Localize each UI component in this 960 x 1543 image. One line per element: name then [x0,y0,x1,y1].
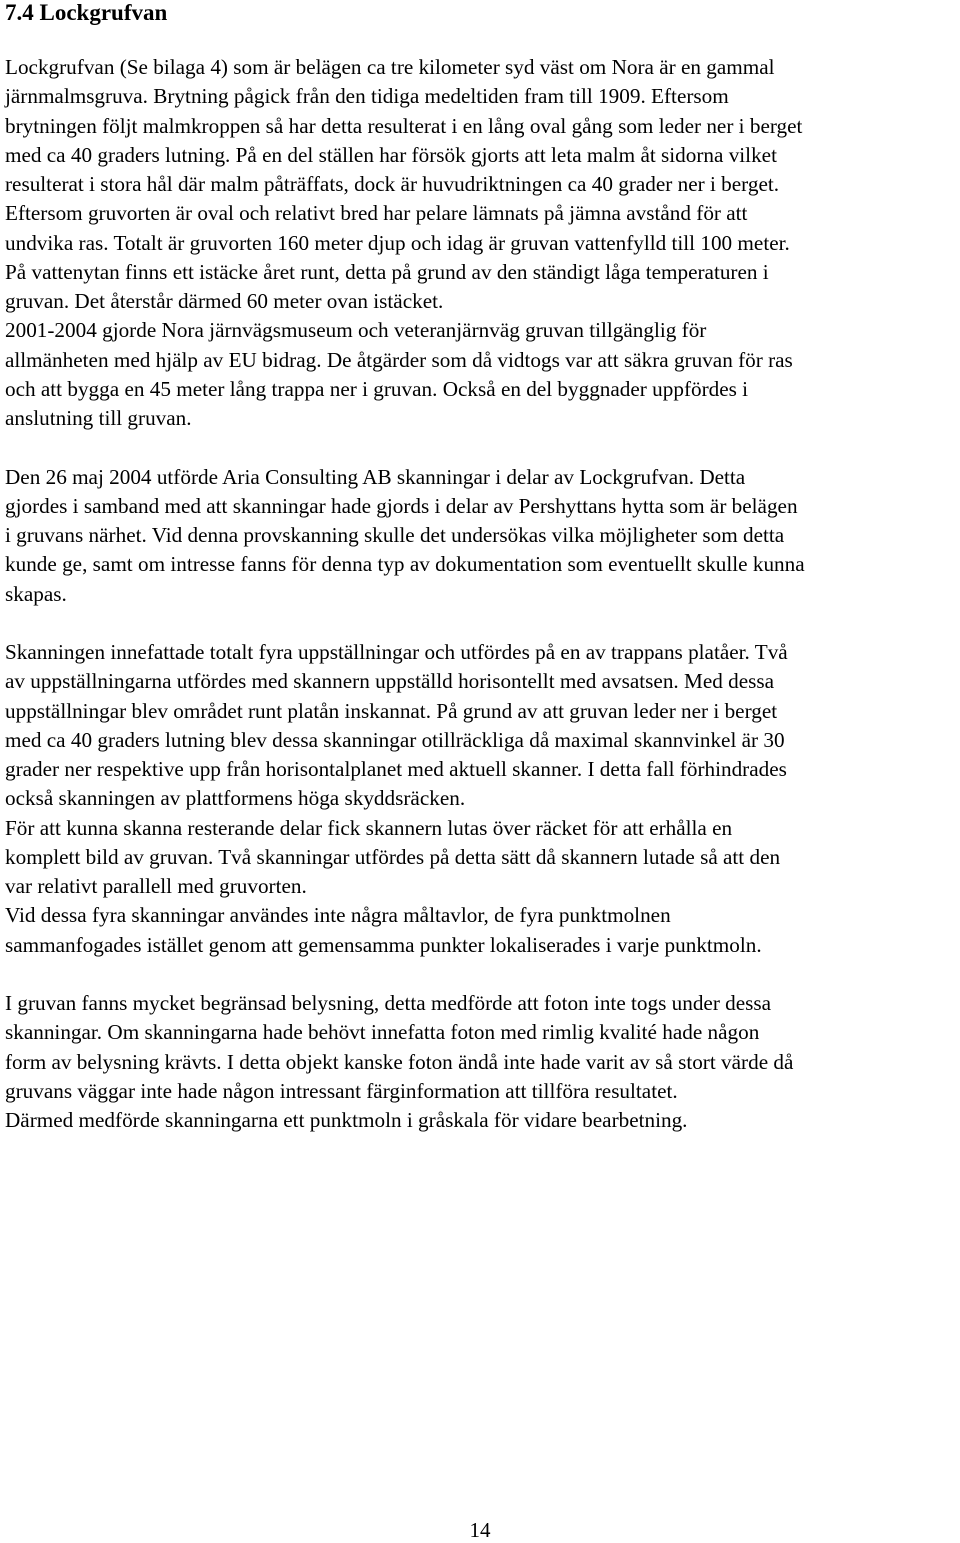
text-line: med ca 40 graders lutning blev dessa skanningar otillräckliga då maximal skannvinkel är 30 [5,727,785,752]
text-line: För att kunna skanna resterande delar fick skannern lutas över räcket för att erhålla en [5,815,733,840]
paragraph [5,638,955,960]
text-line: anslutning till gruvan. [5,406,192,430]
text-line: komplett bild av gruvan. Två skanningar utfördes på detta sätt då skannern lutade så att den [5,844,781,869]
text-line: I gruvan fanns mycket begränsad belysning, detta medförde att foton inte togs under dessa [5,991,772,1015]
text-line: kunde ge, samt om intresse fanns för denna typ av dokumentation som eventuellt skulle kunna [5,552,805,577]
paragraph-gap [5,433,955,462]
text-line: skapas. [5,581,67,606]
text-line: brytningen följt malmkroppen så har detta resulterat i en lång oval gång som leder ner i berget [5,113,803,138]
text-line: av uppställningarna utfördes med skannern uppställd horisontellt med avsatsen. Med dessa [5,669,775,694]
text-line: uppställningar blev området runt platån inskannat. På grund av att gruvan leder ner i berget [5,698,778,723]
text-line: undvika ras. Totalt är gruvorten 160 meter djup och idag är gruvan vattenfylld till 100 meter. [5,230,790,255]
text-line: och att bygga en 45 meter lång trappa ner i gruvan. Också en del byggnader uppfördes i [5,376,749,401]
text-line: gjordes i samband med att skanningar hade gjords i delar av Pershyttans hytta som är belägen [5,493,798,518]
text-line: Vid dessa fyra skanningar användes inte några måltavlor, de fyra punktmolnen [5,903,671,928]
text-line: form av belysning krävts. I detta objekt kanske foton ändå inte hade varit av så stort värde då [5,1049,794,1074]
text-line: På vattenytan finns ett istäcke året runt, detta på grund av den ständigt låga temperaturen i [5,259,769,284]
text-line: Lockgrufvan (Se bilaga 4) som är belägen ca tre kilometer syd väst om Nora är en gammal [5,55,775,79]
document-page [5,0,955,1132]
paragraph-gap [5,609,955,638]
paragraph [5,53,955,433]
text-line: också skanningen av plattformens höga skyddsräcken. [5,786,466,811]
text-line: gruvan. Det återstår därmed 60 meter ovan istäcket. [5,289,444,313]
text-line: sammanfogades istället genom att gemensamma punkter lokaliserades i varje punktmoln. [5,932,762,957]
text-line: Därmed medförde skanningarna ett punktmoln i gråskala för vidare bearbetning. [5,1108,688,1132]
page-number: 14 [469,1518,491,1542]
text-line: allmänheten med hjälp av EU bidrag. De åtgärder som då vidtogs var att säkra gruvan för ras [5,347,793,372]
section-heading: 7.4 Lockgrufvan [5,0,168,25]
text-line: skanningar. Om skanningarna hade behövt innefatta foton med rimlig kvalité hade någon [5,1020,760,1045]
paragraph [5,989,955,1135]
paragraph-gap [5,960,955,989]
text-line: Skanningen innefattade totalt fyra uppställningar och utfördes på en av trappans platåer. Två [5,640,788,664]
text-line: grader ner respektive upp från horisontalplanet med aktuell skanner. I detta fall förhindrades [5,757,787,781]
text-line: var relativt parallell med gruvorten. [5,874,307,898]
paragraph [5,463,955,609]
text-line: 2001-2004 gjorde Nora järnvägsmuseum och veteranjärnväg gruvan tillgänglig för [5,318,707,343]
text-line: i gruvans närhet. Vid denna provskanning skulle det undersökas vilka möjligheter som detta [5,523,785,547]
text-line: Den 26 maj 2004 utförde Aria Consulting AB skanningar i delar av Lockgrufvan. Detta [5,464,746,489]
text-line: med ca 40 graders lutning. På en del ställen har försök gjorts att leta malm åt sidorna vilket [5,142,777,167]
text-line: Eftersom gruvorten är oval och relativt bred har pelare lämnats på jämna avstånd för att [5,201,748,226]
body-text [5,53,955,1135]
text-line: resulterat i stora hål där malm påträffats, dock är huvudriktningen ca 40 grader ner i berget. [5,172,780,196]
text-line: järnmalmsgruva. Brytning pågick från den tidiga medeltiden fram till 1909. Eftersom [5,84,729,109]
text-line: gruvans väggar inte hade någon intressant färginformation att tillföra resultatet. [5,1078,678,1103]
